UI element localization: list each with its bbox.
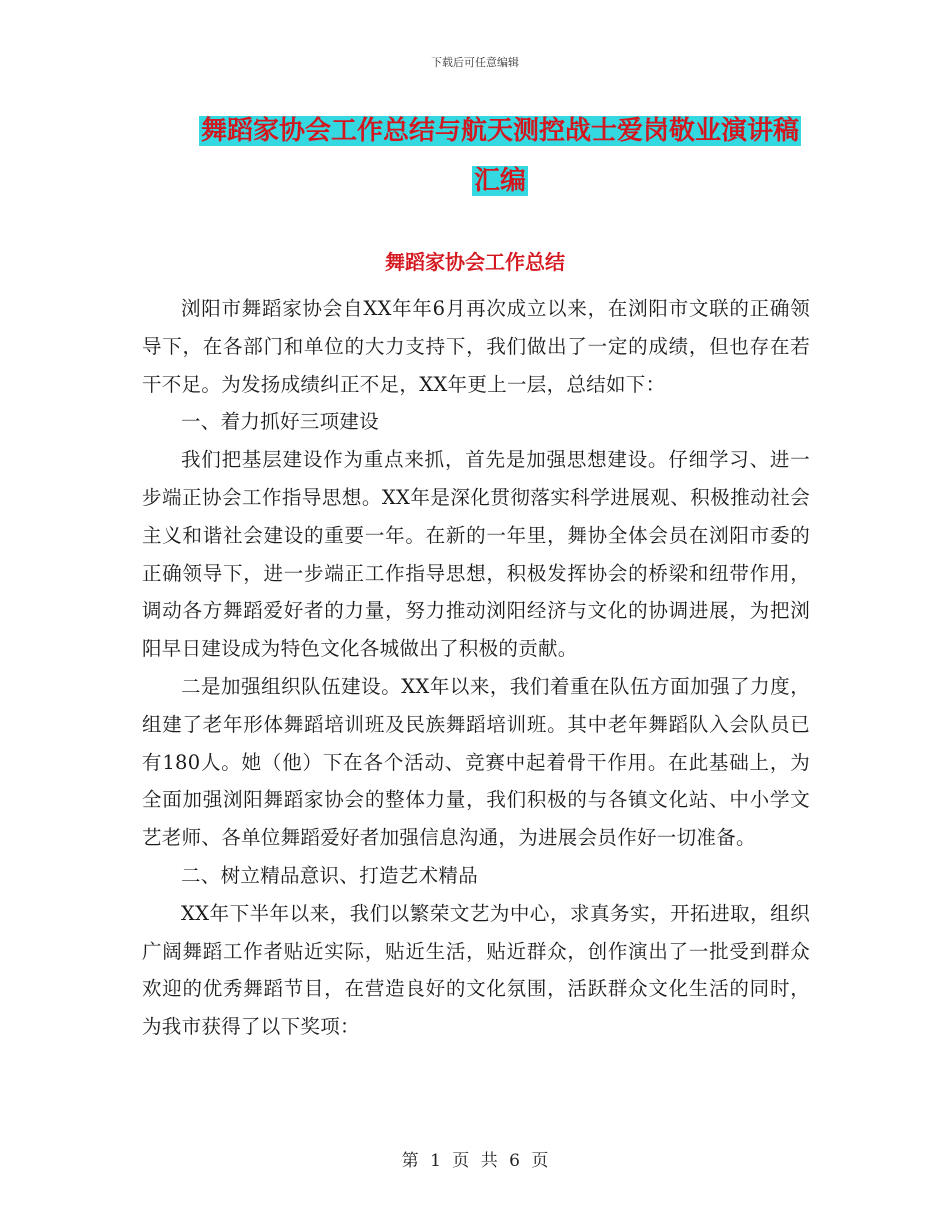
paragraph-heading-2: 二、树立精品意识、打造艺术精品	[181, 863, 479, 887]
document-title	[140, 106, 860, 206]
document-title-line-1: 舞蹈家协会工作总结与航天测控战士爱岗敬业演讲稿	[200, 116, 799, 146]
paragraph-organization-building: 二是加强组织队伍建设。XX年以来，我们着重在队伍方面加强了力度，组建了老年形体舞蹈培训班及民族舞蹈培训班。其中老年舞蹈队入会队员已有180人。她（他）下在各个活动、竞赛中起着骨干作用。在此基础上，为全面加强浏阳舞蹈家协会的整体力量，我们积极的与各镇文化站、中小学文艺老师、各单位舞蹈爱好者加强信息沟通，为进展会员作好一切准备。	[142, 674, 810, 850]
section-title: 舞蹈家协会工作总结	[385, 250, 565, 274]
page-footer: 第 1 页 共 6 页	[401, 1151, 549, 1171]
paragraph-heading-1: 一、着力抓好三项建设	[181, 410, 380, 434]
paragraph-intro: 浏阳市舞蹈家协会自XX年年6月再次成立以来，在浏阳市文联的正确领导下，在各部门和单位的大力支持下，我们做出了一定的成绩，但也存在若干不足。为发扬成绩纠正不足，XX年更上一层，总结如下：	[142, 297, 810, 396]
header-note: 下载后可任意编辑	[431, 56, 519, 69]
paragraph-awards-intro: XX年下半年以来，我们以繁荣文艺为中心，求真务实，开拓进取，组织广阔舞蹈工作者贴近实际，贴近生活，贴近群众，创作演出了一批受到群众欢迎的优秀舞蹈节目，在营造良好的文化氛围，活跃群众文化生活的同时，为我市获得了以下奖项：	[142, 901, 810, 1039]
paragraph-thought-building: 我们把基层建设作为重点来抓，首先是加强思想建设。仔细学习、进一步端正协会工作指导思想。XX年是深化贯彻落实科学进展观、积极推动社会主义和谐社会建设的重要一年。在新的一年里，舞协全体会员在浏阳市委的正确领导下，进一步端正工作指导思想，积极发挥协会的桥梁和纽带作用，调动各方舞蹈爱好者的力量，努力推动浏阳经济与文化的协调进展，为把浏阳早日建设成为特色文化各城做出了积极的贡献。	[142, 448, 810, 661]
document-title-line-2: 汇编	[473, 166, 526, 196]
document-body	[142, 290, 810, 1046]
